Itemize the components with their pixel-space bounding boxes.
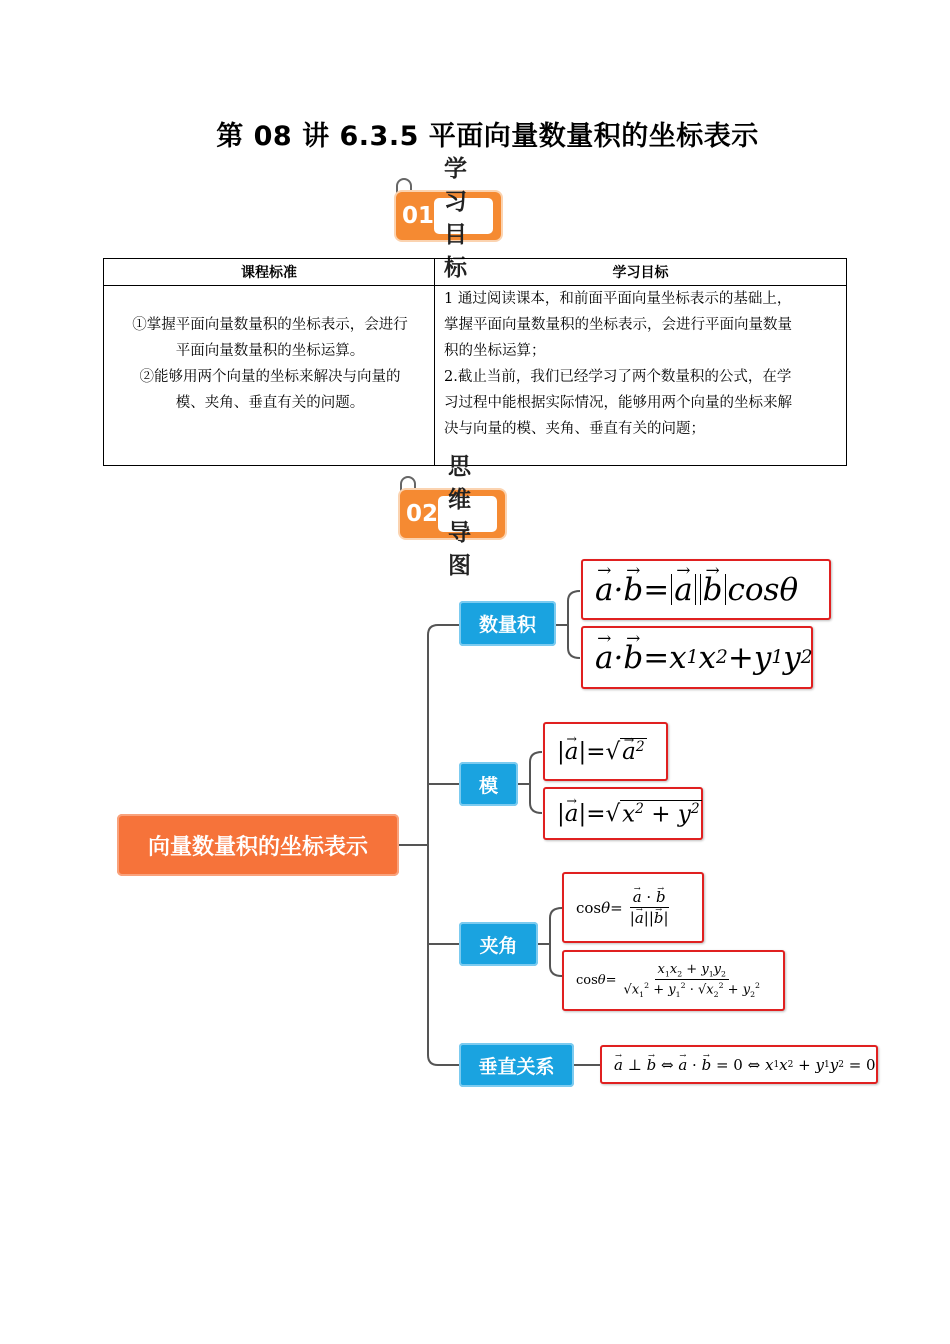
- connector-trunk: [428, 625, 438, 1065]
- formula-angle-vec: cos θ = → $\frac{a \cdot \to b}{|\to a||\to b|}$: [562, 872, 704, 943]
- goal-line: 1 通过阅读课本，和前面平面向量坐标表示的基础上，: [444, 291, 792, 307]
- connector-sub: [538, 908, 562, 976]
- formula-dot-product-def: → a · → b = → a → b cosθ: [581, 559, 831, 620]
- goal-line: 积的坐标运算；: [444, 343, 546, 359]
- standard-line: ②能够用两个向量的坐标来解决与向量的: [139, 369, 401, 385]
- formula-magnitude-vec: | → a |= √ → $a^2$: [543, 722, 668, 781]
- connector-sub: [518, 752, 542, 813]
- goal-line: 2.截止当前，我们已经学习了两个数量积的公式，在学: [444, 369, 792, 385]
- section-label: 学习目标: [434, 198, 493, 234]
- branch-perpendicular: 垂直关系: [459, 1043, 574, 1087]
- branch-angle: 夹角: [459, 922, 538, 966]
- section-number: 01: [402, 203, 435, 229]
- standard-line: ①掌握平面向量数量积的坐标表示，会进行: [132, 317, 408, 333]
- formula-perpendicular: → a ⊥ → b ⇔ → a · → b = 0 ⇔ x 1 x 2 + y 1 y 2 = 0: [600, 1045, 878, 1084]
- branch-magnitude: 模: [459, 762, 518, 806]
- standard-line: 平面向量数量积的坐标运算。: [175, 343, 365, 359]
- page-title: 第 08 讲 6.3.5 平面向量数量积的坐标表示: [216, 121, 759, 152]
- formula-dot-product-coord: → a · → b =x 1 x 2 +y 1 y 2: [581, 626, 813, 689]
- branch-dot-product: 数量积: [459, 601, 556, 646]
- formula-angle-coord: cos θ = $\frac{x_1x_2 + y_1y_2}{√x_1^2 + y_1^2 \cdot √x_2^2 + y_2^2}$: [562, 950, 785, 1011]
- standard-line: 模、夹角、垂直有关的问题。: [175, 395, 365, 411]
- table-header-standard: 课程标准: [104, 259, 435, 286]
- section-number: 02: [406, 501, 439, 527]
- goal-line: 掌握平面向量数量积的坐标表示，会进行平面向量数量: [444, 317, 792, 333]
- mindmap-root: 向量数量积的坐标表示: [117, 814, 399, 876]
- goal-line: 习过程中能根据实际情况，能够用两个向量的坐标来解: [444, 395, 792, 411]
- goal-line: 决与向量的模、夹角、垂直有关的问题；: [444, 421, 705, 437]
- connector-sub: [556, 591, 580, 658]
- section-label: 思维导图: [438, 496, 497, 532]
- table-header-goals: 学习目标: [435, 259, 847, 286]
- formula-magnitude-coord: | → a |= √ $x^2 + y^2$: [543, 787, 703, 840]
